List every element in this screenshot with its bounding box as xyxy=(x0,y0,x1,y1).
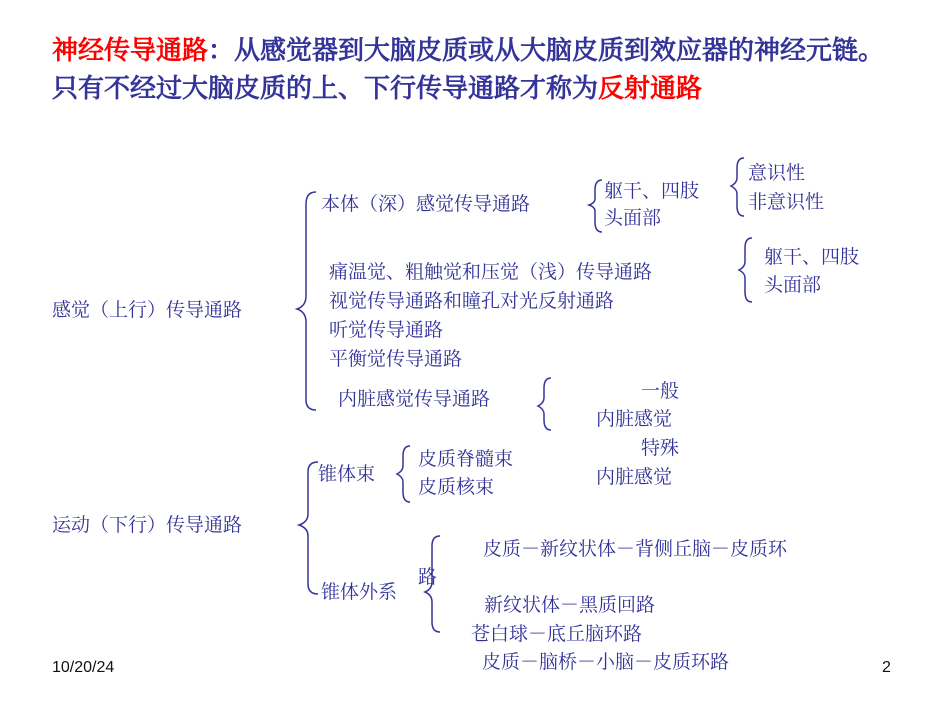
visceral-brace xyxy=(538,378,551,430)
visceral-general-label: 一般 xyxy=(641,380,680,402)
proprio-brace xyxy=(589,180,602,232)
pain-temp-brace xyxy=(739,238,752,302)
sensory-root-label: 感觉（上行）传导通路 xyxy=(52,299,243,321)
proprio-head-label: 头面部 xyxy=(604,207,662,229)
corticospinal-label: 皮质脊髓束 xyxy=(418,448,514,470)
motor-root-label: 运动（下行）传导通路 xyxy=(52,514,243,536)
ep-loop-3-label: 苍白球－底丘脑环路 xyxy=(471,623,643,645)
heading-colon: ： xyxy=(208,36,235,66)
slide-heading xyxy=(52,32,902,108)
extrapyramidal-label: 锥体外系 xyxy=(321,581,398,603)
pyramidal-label: 锥体束 xyxy=(318,463,376,485)
proprio-trunk-label: 躯干、四肢 xyxy=(604,180,700,202)
ep-loop-2-label: 新纹状体－黑质回路 xyxy=(484,594,656,616)
page-number: 2 xyxy=(882,659,891,676)
visceral-label: 内脏感觉传导通路 xyxy=(338,388,491,410)
ep-loop-1-tail-label: 路 xyxy=(418,566,438,588)
visual-label: 视觉传导通路和瞳孔对光反射通路 xyxy=(329,290,615,312)
ep-loop-1-label: 皮质－新纹状体－背侧丘脑－皮质环 xyxy=(483,538,788,560)
pyramidal-brace xyxy=(397,446,410,502)
consciousness-brace xyxy=(731,158,744,216)
visceral-special-label: 特殊 xyxy=(641,437,680,459)
auditory-label: 听觉传导通路 xyxy=(329,319,444,341)
motor-root-brace xyxy=(299,462,318,594)
proprio-label: 本体（深）感觉传导通路 xyxy=(321,193,531,215)
balance-label: 平衡觉传导通路 xyxy=(329,348,463,370)
conscious-label: 意识性 xyxy=(748,162,806,184)
visceral-general-sub-label: 内脏感觉 xyxy=(596,408,673,430)
sensory-root-brace xyxy=(297,192,316,410)
pain-temp-head-label: 头面部 xyxy=(764,274,822,296)
pain-temp-label: 痛温觉、粗触觉和压觉（浅）传导通路 xyxy=(329,261,653,283)
ep-loop-4-label: 皮质－脑桥－小脑－皮质环路 xyxy=(482,651,730,673)
pain-temp-trunk-label: 躯干、四肢 xyxy=(764,246,860,268)
term-neural-pathway: 神经传导通路 xyxy=(52,36,209,66)
unconscious-label: 非意识性 xyxy=(748,191,825,213)
corticonuclear-label: 皮质核束 xyxy=(418,476,495,498)
heading-definition: 从感觉器到大脑皮质或从大脑皮质到效应器的神经元链。只有不经过大脑皮质的上、下行传导通路才称为 xyxy=(52,36,885,104)
visceral-special-sub-label: 内脏感觉 xyxy=(596,466,673,488)
term-reflex-pathway: 反射通路 xyxy=(598,74,703,104)
footer-date: 10/20/24 xyxy=(52,659,115,676)
